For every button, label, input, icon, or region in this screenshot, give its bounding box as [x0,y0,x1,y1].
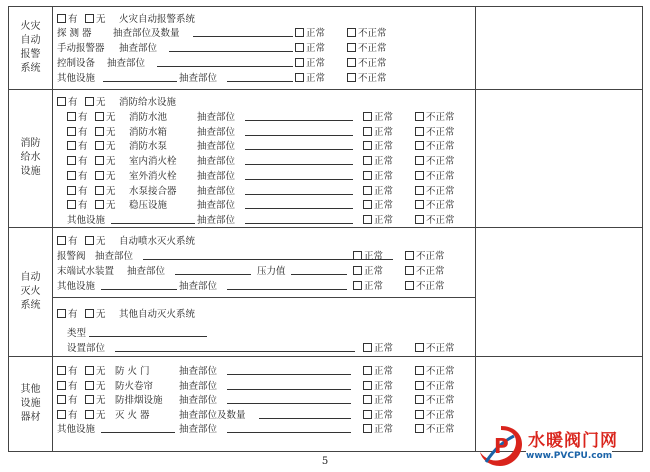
other-facility-field[interactable] [103,70,177,82]
item-name: 消防水箱 [129,126,168,138]
status-ok-checkbox[interactable]: 正常 [295,55,325,69]
location-field[interactable] [245,183,353,195]
row-divider [9,356,642,357]
status-ok-checkbox[interactable]: 正常 [353,263,383,277]
checkbox-yes[interactable]: 有 [57,233,78,247]
status-ok-checkbox[interactable]: 正常 [363,153,393,167]
checkbox-yes[interactable]: 有 [57,94,78,108]
checkbox-no[interactable]: 无 [95,168,116,182]
pressure-label: 压力值 [257,266,286,277]
status-bad-checkbox[interactable]: 不正常 [405,248,445,262]
checkbox-yes[interactable]: 有 [57,407,78,421]
category-label: 自动灭火系统 [20,271,41,311]
item-name: 控制设备 [57,58,96,69]
item-name: 防 火 门 [115,366,150,377]
status-ok-checkbox[interactable]: 正常 [363,168,393,182]
field-label: 抽查部位 [197,185,236,197]
row-divider [52,297,476,298]
location-field[interactable] [245,197,353,209]
field-label: 抽查部位 [197,215,236,226]
location-field[interactable] [245,109,353,121]
watermark-logo-letter: P [494,434,509,458]
checkbox-yes[interactable]: 有 [57,392,78,406]
status-bad-checkbox[interactable]: 不正常 [415,153,455,167]
status-bad-checkbox[interactable]: 不正常 [405,278,445,292]
checkbox-yes[interactable]: 有 [67,197,88,211]
field-label: 抽查部位 [179,380,218,392]
item-name: 其他设施 [57,281,96,292]
field-label: 抽查部位及数量 [113,28,180,39]
item-name: 室外消火栓 [129,170,177,182]
section-title: 消防给水设施 [119,97,177,108]
location-field[interactable] [245,212,353,224]
location-field[interactable] [245,124,353,136]
watermark-title: 水暖阀门网 [528,431,618,451]
location-field[interactable] [245,138,353,150]
checkbox-no[interactable]: 无 [85,11,106,25]
field-label: 抽查部位 [119,43,158,54]
status-ok-checkbox[interactable]: 正常 [363,109,393,123]
field-label: 抽查部位 [107,58,146,69]
checkbox-no[interactable]: 无 [95,197,116,211]
checkbox-no[interactable]: 无 [95,138,116,152]
field-label: 抽查部位 [197,156,236,168]
status-bad-checkbox[interactable]: 不正常 [415,407,455,421]
type-field[interactable] [89,325,207,337]
status-bad-checkbox[interactable]: 不正常 [347,55,387,69]
item-name: 其他设施 [57,424,96,435]
location-field[interactable] [157,55,293,67]
inspection-table [8,6,643,452]
section-title: 火灾自动报警系统 [119,14,196,25]
location-field[interactable] [259,407,351,419]
status-ok-checkbox[interactable]: 正常 [353,278,383,292]
checkbox-no[interactable]: 无 [85,233,106,247]
status-bad-checkbox[interactable]: 不正常 [415,109,455,123]
item-name: 室内消火栓 [129,156,177,168]
checkbox-yes[interactable]: 有 [67,153,88,167]
field-label: 抽查部位 [197,126,236,138]
field-label: 抽查部位 [179,424,218,435]
status-ok-checkbox[interactable]: 正常 [363,138,393,152]
item-name: 报警阀 [57,251,86,262]
checkbox-no[interactable]: 无 [95,109,116,123]
category-label: 其他设施器材 [20,383,41,423]
checkbox-yes[interactable]: 有 [67,183,88,197]
item-name: 防火卷帘 [115,380,154,392]
field-label: 抽查部位及数量 [179,409,246,421]
checkbox-yes[interactable]: 有 [57,363,78,377]
status-ok-checkbox[interactable]: 正常 [295,25,325,39]
location-field[interactable] [227,70,293,82]
checkbox-no[interactable]: 无 [85,378,106,392]
item-name: 其他设施 [67,215,106,226]
status-bad-checkbox[interactable]: 不正常 [347,70,387,84]
item-name: 其他设施 [57,73,96,84]
other-facility-field[interactable] [101,421,175,433]
checkbox-yes[interactable]: 有 [67,109,88,123]
status-ok-checkbox[interactable]: 正常 [353,248,383,262]
section-title: 其他自动灭火系统 [119,309,196,320]
checkbox-no[interactable]: 无 [95,124,116,138]
status-bad-checkbox[interactable]: 不正常 [347,25,387,39]
item-name: 灭 火 器 [115,409,150,421]
location-field[interactable] [115,340,355,352]
status-ok-checkbox[interactable]: 正常 [363,421,393,435]
status-bad-checkbox[interactable]: 不正常 [415,168,455,182]
checkbox-no[interactable]: 无 [95,183,116,197]
location-field[interactable] [227,378,351,390]
other-facility-field[interactable] [111,212,195,224]
row-divider [9,89,642,90]
field-label: 抽查部位 [95,251,134,262]
location-field[interactable] [245,168,353,180]
item-name: 消防水池 [129,112,168,123]
location-field[interactable] [193,25,293,37]
status-bad-checkbox[interactable]: 不正常 [415,340,455,354]
status-ok-checkbox[interactable]: 正常 [363,392,393,406]
col-divider [52,7,53,451]
item-name: 末端试水装置 [57,266,115,277]
field-label: 设置部位 [67,343,106,354]
watermark-url: www.PVCPU.com [526,451,613,461]
item-name: 消防水泵 [129,141,168,153]
location-field[interactable] [227,363,351,375]
checkbox-no[interactable]: 无 [85,94,106,108]
checkbox-no[interactable]: 无 [85,306,106,320]
status-ok-checkbox[interactable]: 正常 [363,197,393,211]
location-field[interactable] [227,421,351,433]
location-field[interactable] [227,392,351,404]
status-bad-checkbox[interactable]: 不正常 [347,40,387,54]
other-facility-field[interactable] [101,278,177,290]
status-ok-checkbox[interactable]: 正常 [363,340,393,354]
item-name: 水泵接合器 [129,185,177,197]
row-divider [9,227,642,228]
status-bad-checkbox[interactable]: 不正常 [415,392,455,406]
item-name: 探 测 器 [57,28,92,39]
status-ok-checkbox[interactable]: 正常 [363,124,393,138]
status-bad-checkbox[interactable]: 不正常 [415,197,455,211]
location-field[interactable] [227,278,347,290]
field-label: 抽查部位 [179,395,218,406]
section-title: 自动喷水灭火系统 [119,236,196,247]
status-ok-checkbox[interactable]: 正常 [363,183,393,197]
category-cell-fire-alarm [9,7,52,89]
status-bad-checkbox[interactable]: 不正常 [405,263,445,277]
checkbox-yes[interactable]: 有 [57,378,78,392]
field-label: 抽查部位 [197,112,236,123]
status-ok-checkbox[interactable]: 正常 [295,70,325,84]
category-cell-water [9,89,52,227]
checkbox-yes[interactable]: 有 [67,124,88,138]
item-name: 防排烟设施 [115,395,163,406]
field-label: 抽查部位 [179,73,218,84]
checkbox-no[interactable]: 无 [85,407,106,421]
category-label: 消防给水设施 [20,138,41,177]
status-ok-checkbox[interactable]: 正常 [363,212,393,226]
status-ok-checkbox[interactable]: 正常 [363,378,393,392]
category-cell-other [9,356,52,451]
checkbox-yes[interactable]: 有 [57,11,78,25]
status-bad-checkbox[interactable]: 不正常 [415,212,455,226]
checkbox-yes[interactable]: 有 [67,138,88,152]
item-name: 手动报警器 [57,43,105,54]
location-field[interactable] [245,153,353,165]
status-bad-checkbox[interactable]: 不正常 [415,138,455,152]
checkbox-no[interactable]: 无 [85,363,106,377]
checkbox-no[interactable]: 无 [95,153,116,167]
page-number: 5 [321,456,329,467]
field-label: 抽查部位 [197,170,236,182]
status-ok-checkbox[interactable]: 正常 [363,407,393,421]
status-ok-checkbox[interactable]: 正常 [363,363,393,377]
type-label: 类型 [67,328,87,339]
checkbox-yes[interactable]: 有 [57,306,78,320]
watermark [476,422,648,470]
status-bad-checkbox[interactable]: 不正常 [415,421,455,435]
checkbox-yes[interactable]: 有 [67,168,88,182]
location-field[interactable] [169,40,293,52]
item-name: 稳压设施 [129,200,168,212]
status-bad-checkbox[interactable]: 不正常 [415,363,455,377]
col-divider [475,7,476,451]
field-label: 抽查部位 [127,266,166,277]
category-cell-extinguish [9,227,52,356]
status-bad-checkbox[interactable]: 不正常 [415,183,455,197]
status-bad-checkbox[interactable]: 不正常 [415,378,455,392]
status-ok-checkbox[interactable]: 正常 [295,40,325,54]
category-label: 火灾自动报警系统 [20,21,41,74]
field-label: 抽查部位 [179,366,218,377]
watermark-logo-icon [476,422,526,470]
field-label: 抽查部位 [197,141,236,153]
location-field[interactable] [175,263,251,275]
field-label: 抽查部位 [197,200,236,212]
field-label: 抽查部位 [179,281,218,292]
status-bad-checkbox[interactable]: 不正常 [415,124,455,138]
pressure-field[interactable] [291,263,347,275]
checkbox-no[interactable]: 无 [85,392,106,406]
